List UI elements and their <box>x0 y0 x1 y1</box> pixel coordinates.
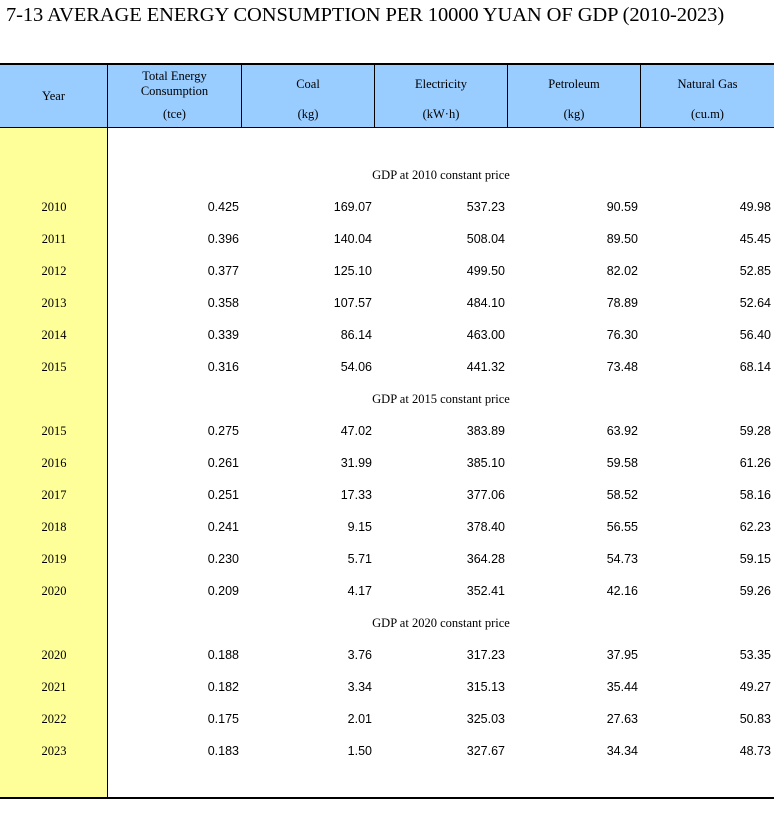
value-cell: 49.98 <box>739 200 771 214</box>
table-row <box>0 415 774 447</box>
value-cell: 35.44 <box>606 680 638 694</box>
value-cell: 2.01 <box>347 712 372 726</box>
table-row <box>0 319 774 351</box>
header-year-label: Year <box>41 88 66 103</box>
header-natural-gas <box>641 65 774 127</box>
header-unit: (kg) <box>563 107 585 121</box>
value-cell: 0.241 <box>207 520 239 534</box>
value-cell: 352.41 <box>466 584 505 598</box>
year-cell: 2014 <box>41 328 67 342</box>
year-cell: 2018 <box>41 520 67 534</box>
value-cell: 56.55 <box>606 520 638 534</box>
value-cell: 5.71 <box>347 552 372 566</box>
value-cell: 0.175 <box>207 712 239 726</box>
value-cell: 484.10 <box>466 296 505 310</box>
section-label: GDP at 2020 constant price <box>372 616 510 630</box>
header-unit: (kg) <box>297 107 319 121</box>
header-coal <box>242 65 375 127</box>
value-cell: 0.182 <box>207 680 239 694</box>
value-cell: 125.10 <box>333 264 372 278</box>
value-cell: 1.50 <box>347 744 372 758</box>
value-cell: 0.209 <box>207 584 239 598</box>
value-cell: 9.15 <box>347 520 372 534</box>
header-unit: (tce) <box>163 107 186 121</box>
value-cell: 4.17 <box>347 584 372 598</box>
table-row <box>0 255 774 287</box>
value-cell: 0.261 <box>207 456 239 470</box>
table-row <box>0 735 774 767</box>
energy-table <box>0 63 774 799</box>
value-cell: 50.83 <box>739 712 771 726</box>
year-cell: 2020 <box>41 648 67 662</box>
value-cell: 0.425 <box>207 200 239 214</box>
value-cell: 169.07 <box>333 200 372 214</box>
value-cell: 68.14 <box>739 360 771 374</box>
value-cell: 0.251 <box>207 488 239 502</box>
table-row <box>0 639 774 671</box>
value-cell: 62.23 <box>739 520 771 534</box>
value-cell: 47.02 <box>340 424 372 438</box>
table-row <box>0 191 774 223</box>
value-cell: 61.26 <box>739 456 771 470</box>
value-cell: 76.30 <box>606 328 638 342</box>
header-electricity <box>375 65 508 127</box>
year-cell: 2012 <box>41 264 67 278</box>
value-cell: 34.34 <box>606 744 638 758</box>
value-cell: 0.339 <box>207 328 239 342</box>
table-row <box>0 479 774 511</box>
value-cell: 383.89 <box>466 424 505 438</box>
header-unit: (kW·h) <box>422 107 460 121</box>
value-cell: 107.57 <box>333 296 372 310</box>
value-cell: 31.99 <box>340 456 372 470</box>
value-cell: 59.15 <box>739 552 771 566</box>
value-cell: 45.45 <box>739 232 771 246</box>
header-total-energy <box>108 65 242 127</box>
value-cell: 499.50 <box>466 264 505 278</box>
year-cell: 2020 <box>41 584 67 598</box>
value-cell: 377.06 <box>466 488 505 502</box>
value-cell: 315.13 <box>466 680 505 694</box>
value-cell: 3.34 <box>347 680 372 694</box>
header-label: Petroleum <box>548 76 600 91</box>
value-cell: 56.40 <box>739 328 771 342</box>
value-cell: 82.02 <box>606 264 638 278</box>
value-cell: 58.52 <box>606 488 638 502</box>
table-row <box>0 543 774 575</box>
header-unit: (cu.m) <box>691 107 724 121</box>
table-row <box>0 511 774 543</box>
table-row <box>0 671 774 703</box>
value-cell: 52.85 <box>739 264 771 278</box>
year-cell: 2013 <box>41 296 67 310</box>
year-cell: 2022 <box>41 712 67 726</box>
year-cell: 2016 <box>41 456 67 470</box>
year-cell: 2015 <box>41 424 67 438</box>
value-cell: 0.396 <box>207 232 239 246</box>
value-cell: 42.16 <box>606 584 638 598</box>
value-cell: 54.73 <box>606 552 638 566</box>
value-cell: 385.10 <box>466 456 505 470</box>
value-cell: 0.183 <box>207 744 239 758</box>
value-cell: 0.188 <box>207 648 239 662</box>
value-cell: 327.67 <box>466 744 505 758</box>
value-cell: 27.63 <box>606 712 638 726</box>
value-cell: 58.16 <box>739 488 771 502</box>
value-cell: 317.23 <box>466 648 505 662</box>
year-cell: 2015 <box>41 360 67 374</box>
header-label: Total Energy Consumption <box>140 69 209 98</box>
header-label: Natural Gas <box>677 76 738 91</box>
table-row <box>0 223 774 255</box>
value-cell: 0.275 <box>207 424 239 438</box>
value-cell: 54.06 <box>340 360 372 374</box>
header-year <box>0 65 108 127</box>
year-cell: 2017 <box>41 488 67 502</box>
value-cell: 73.48 <box>606 360 638 374</box>
value-cell: 86.14 <box>340 328 372 342</box>
value-cell: 48.73 <box>739 744 771 758</box>
value-cell: 0.316 <box>207 360 239 374</box>
value-cell: 59.28 <box>739 424 771 438</box>
value-cell: 37.95 <box>606 648 638 662</box>
value-cell: 325.03 <box>466 712 505 726</box>
year-cell: 2011 <box>41 232 67 246</box>
value-cell: 364.28 <box>466 552 505 566</box>
value-cell: 90.59 <box>606 200 638 214</box>
year-cell: 2021 <box>41 680 67 694</box>
value-cell: 3.76 <box>347 648 372 662</box>
value-cell: 78.89 <box>606 296 638 310</box>
value-cell: 378.40 <box>466 520 505 534</box>
year-cell: 2019 <box>41 552 67 566</box>
value-cell: 59.58 <box>606 456 638 470</box>
header-label: Electricity <box>414 76 468 91</box>
value-cell: 49.27 <box>739 680 771 694</box>
value-cell: 463.00 <box>466 328 505 342</box>
section-label: GDP at 2015 constant price <box>372 392 510 406</box>
table-row <box>0 447 774 479</box>
page-title: 7-13 AVERAGE ENERGY CONSUMPTION PER 10000 YUAN OF GDP (2010-2023) <box>6 4 725 26</box>
table-row <box>0 575 774 607</box>
table-row <box>0 351 774 383</box>
table-row <box>0 287 774 319</box>
value-cell: 52.64 <box>739 296 771 310</box>
value-cell: 63.92 <box>606 424 638 438</box>
value-cell: 59.26 <box>739 584 771 598</box>
year-cell: 2010 <box>41 200 67 214</box>
value-cell: 508.04 <box>466 232 505 246</box>
value-cell: 0.230 <box>207 552 239 566</box>
table-header <box>0 65 774 128</box>
table-row <box>0 703 774 735</box>
value-cell: 53.35 <box>739 648 771 662</box>
value-cell: 0.377 <box>207 264 239 278</box>
value-cell: 17.33 <box>340 488 372 502</box>
value-cell: 140.04 <box>333 232 372 246</box>
value-cell: 0.358 <box>207 296 239 310</box>
header-label: Coal <box>296 76 320 91</box>
value-cell: 441.32 <box>466 360 505 374</box>
header-petroleum <box>508 65 641 127</box>
section-label: GDP at 2010 constant price <box>372 168 510 182</box>
year-cell: 2023 <box>41 744 67 758</box>
value-cell: 537.23 <box>466 200 505 214</box>
value-cell: 89.50 <box>606 232 638 246</box>
bottom-rule <box>0 797 774 799</box>
